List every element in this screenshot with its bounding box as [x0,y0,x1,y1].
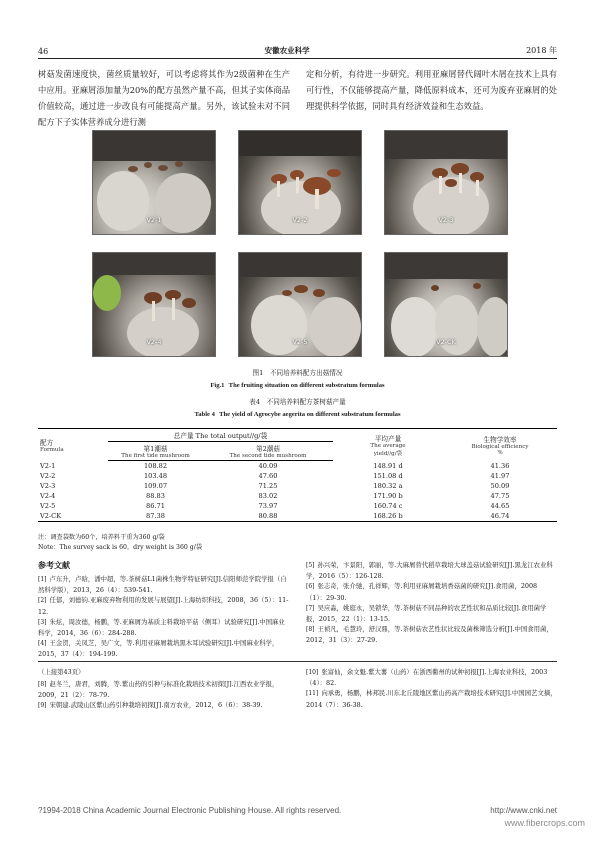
copyright-text: ?1994-2018 China Academic Journal Electronic Publishing House. All rights reserved. [38,806,342,815]
references-right [306,560,557,646]
table-row: V2-CK 87.38 80.88 168.26 b 46.74 [38,511,557,521]
col-bio-efficiency: 生物学效率 Biological efficiency % [443,429,557,461]
table-row: V2-3 109.07 71.25 180.32 a 50.09 [40,481,510,490]
reference-item: [5] 孙兴荣，卞景阳，郭丽，等.大麻屑替代稻草栽培大球盖菇试验研究[J].黑龙江农业科学，2016（5）：126-128. [306,561,553,581]
figure-label-en: Fig.1 [210,382,225,389]
col-second-tide: 第2潮菇 The second tide mushroom [203,442,333,461]
photo-v2-5 [238,252,362,357]
header-rule [38,58,557,59]
photo-v2-2 [238,130,362,235]
continued-refs-left [38,679,290,712]
table-caption-en-text: The yield of Agrocybe aegerita on different substratum formulas [219,411,401,418]
continued-refs-right [306,667,557,710]
reference-item: [2] 任郁，刘德钧.亚麻废弃物利用的发展与展望[J].上海纺织科技，2008，36（5）：11-12. [38,596,289,616]
reference-item: [11] 向承勇，杨鹏，林邦民.川东北丘陵地区紫山药高产栽培技术研究[J].中国园艺文摘，2014（7）：36-38. [306,689,557,709]
table-row: V2-1 108.82 40.09 148.91 d 41.36 [40,461,510,470]
reference-item: [7] 吴应淼，姚庭永，吴锁华，等.茶树菇不同品种的农艺性状和品质比较[J].食用菌学报，2015，22（1）：13-15. [306,603,547,624]
references-heading: 参考文献 [38,560,70,570]
section-separator [38,661,557,662]
photo-grid [92,130,508,360]
reference-item: [10] 张富仙，余文魁.紫大薯（山药）在浙西衢州的试种初报[J].上海农业科技，2003（4）：82. [306,668,548,688]
table-row: V2-2 103.48 47.60 151.08 d 41.97 [40,471,510,480]
photo-label: V2-3 [438,216,454,224]
figure-caption-en-text: The fruiting situation on different substratum formulas [228,382,385,389]
year: 2018 年 [526,46,557,55]
photo-v2-3 [384,130,508,235]
reference-item: [3] 朱炫，周汝德，杨鹏，等.亚麻屑为基质主料栽培平菇（侧耳）试验研究[J].中国麻业科学，2014，36（6）：284-288. [38,617,285,638]
photo-label: V2-5 [292,338,308,346]
continued-label: （上接第43页） [38,668,85,676]
intro-left-column: 树菇发菌速度快，菌丝质量较好，可以考虑将其作为2级菌种在生产中应用。亚麻屑添加量为20%的配方虽然产量不高，但其子实体商品价值较高，通过进一步改良有可能提高产量。另外，该试验未对不同配方下子实体营养成分进行测 [38,69,290,127]
table-caption-en [38,410,557,418]
reference-item: [1] 卢东升，卢晗，潘中超，等.茶树菇L1菌株生物学特征研究[J].信阳师范学院学报（自然科学版），2013，26（4）：539-541. [38,575,287,595]
reference-item: [8] 王祯凡，毛慧玲，舒汉鼎，等.茶树菇农艺性状比较及菌株筛选分析[J].中国食用菌，2012，31（3）：27-29. [306,625,553,645]
table-note-en: Note：The survey sack is 60，dry weight is 360 g/袋 [38,544,203,551]
yield-table [38,428,557,522]
table-row: V2-5 86.71 73.97 160.74 c 44.65 [40,502,510,511]
photo-v2-1 [92,130,216,235]
journal-title: 安徽农业科学 [264,46,310,55]
photo-label: V2-4 [146,338,162,346]
col-total-output: 总产量 The total output//g/袋 [108,429,333,442]
references-left [38,574,290,660]
photo-label: V2-2 [292,216,308,224]
photo-v2-ck [384,252,508,357]
reference-item: [4] 王金贺，关凤芝，吴广文，等.利用亚麻屑栽培黑木耳试验研究[J].中国麻业科学，2015，37（4）：194-199. [38,639,279,659]
table-label-en: Table 4 [194,411,215,418]
table-note-cn: 注：调查袋数为60个，培养料干重为360 g/袋 [38,534,165,541]
reference-item: [8] 赵冬兰，唐君，刘腾，等.紫山药的引种与标准化栽培技术初探[J].江西农业学报，2009，21（2）：78-79. [38,680,279,700]
table-row: V2-4 88.83 83.02 171.90 b 47.75 [40,492,510,501]
reference-item: [6] 张志奇，张介驰，孔祥辉，等.利用亚麻屑栽培香菇菌的研究[J].食用菌，2008（1）：29-30. [306,582,538,602]
page-number: 46 [38,47,49,56]
table-caption-cn: 表4 不同培养料配方茶树菇产量 [249,398,346,406]
watermark: www.fibercrops.com [504,818,585,828]
page-footer [38,806,557,815]
footer-url[interactable]: http://www.cnki.net [490,806,557,815]
col-formula: 配方 Formula [38,429,108,461]
photo-label: V2-1 [146,216,162,224]
figure-caption-en [38,381,557,389]
page-header [38,42,557,56]
col-first-tide: 第1潮菇 The first tide mushroom [108,442,203,461]
photo-v2-4 [92,252,216,357]
figure-caption-cn: 图1 不同培养料配方出菇情况 [252,369,343,377]
photo-label: V2-CK [436,338,456,346]
intro-right-column: 定和分析，有待进一步研究。利用亚麻屑替代阔叶木屑在技术上具有可行性，不仅能够提高产量，降低原料成本，还可为废弃亚麻屑的处理提供科学依据，同时具有经济效益和生态效益。 [306,69,557,111]
reference-item: [9] 宋朝建.武陵山区紫山药引种栽培初探[J].南方农业，2012，6（6）：38-39. [38,701,263,710]
col-average: 平均产量 The average yield//g/袋 [333,429,443,461]
